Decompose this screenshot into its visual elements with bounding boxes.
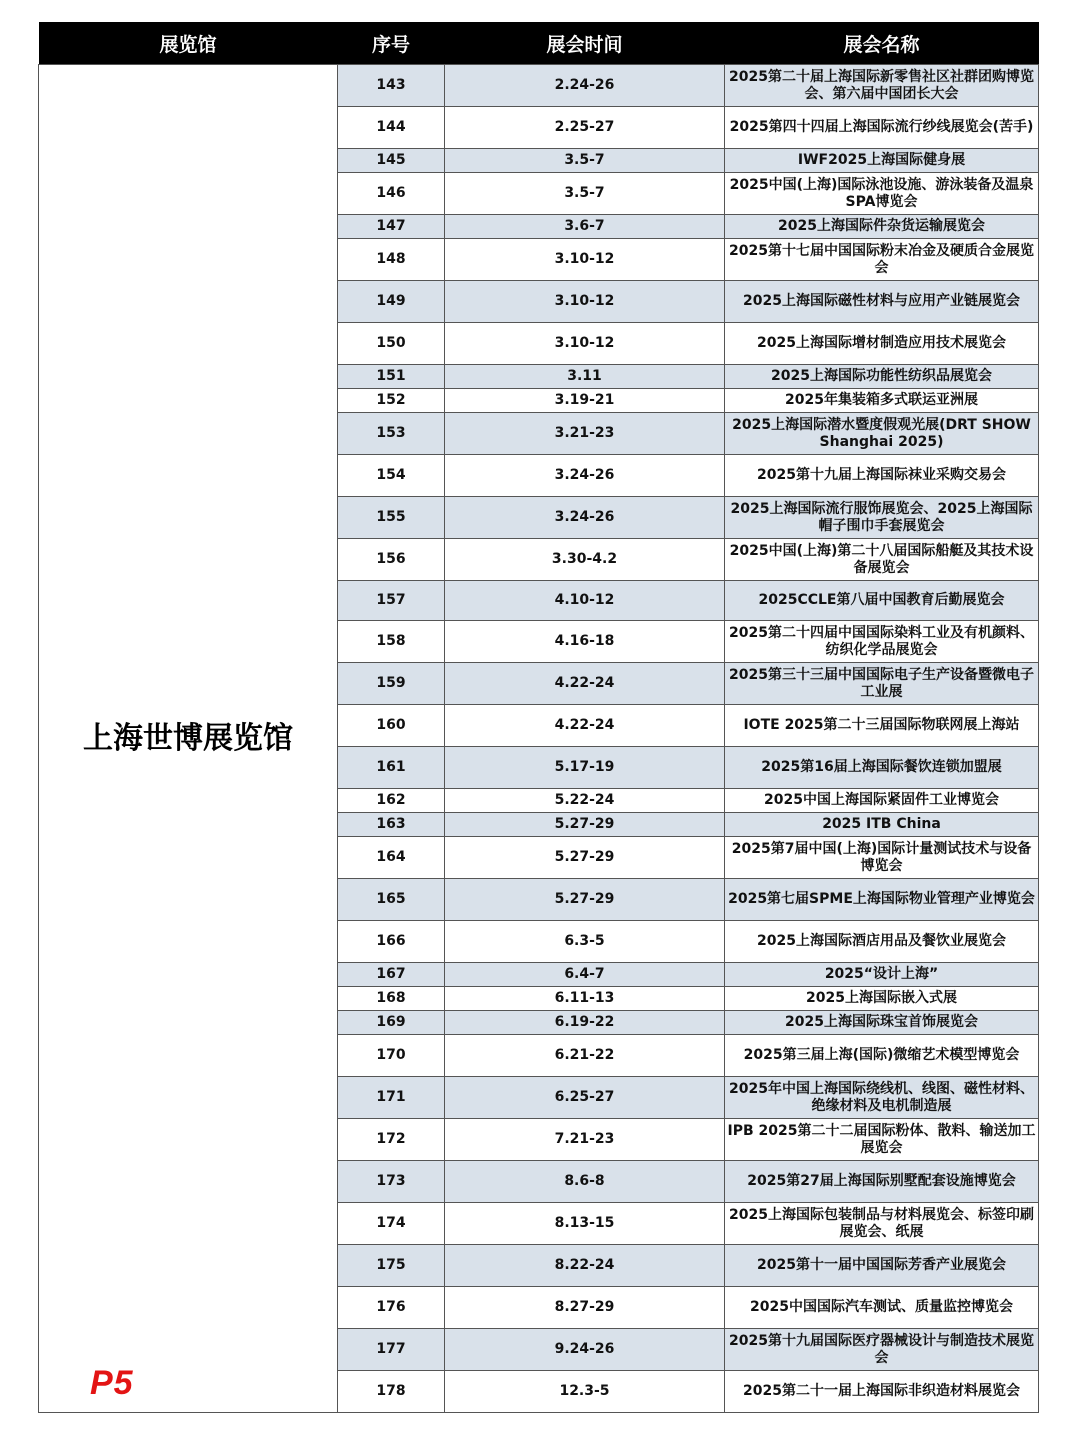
date-cell: 6.25-27 bbox=[445, 1077, 725, 1119]
exhibition-name-cell: IWF2025上海国际健身展 bbox=[725, 149, 1039, 173]
row-number-cell: 165 bbox=[338, 879, 445, 921]
page-number: P5 bbox=[90, 1364, 134, 1402]
date-cell: 6.4-7 bbox=[445, 963, 725, 987]
row-number-cell: 147 bbox=[338, 215, 445, 239]
date-cell: 8.13-15 bbox=[445, 1203, 725, 1245]
venue-cell: 上海世博展览馆 bbox=[39, 65, 338, 1413]
row-number-cell: 159 bbox=[338, 663, 445, 705]
row-number-cell: 144 bbox=[338, 107, 445, 149]
exhibition-name-cell: 2025第16届上海国际餐饮连锁加盟展 bbox=[725, 747, 1039, 789]
date-cell: 5.27-29 bbox=[445, 813, 725, 837]
row-number-cell: 151 bbox=[338, 365, 445, 389]
date-cell: 3.24-26 bbox=[445, 497, 725, 539]
row-number-cell: 149 bbox=[338, 281, 445, 323]
exhibition-name-cell: 2025上海国际珠宝首饰展览会 bbox=[725, 1011, 1039, 1035]
header-exhibition-name: 展会名称 bbox=[725, 22, 1039, 65]
date-cell: 3.19-21 bbox=[445, 389, 725, 413]
exhibition-name-cell: 2025第四十四届上海国际流行纱线展览会(苦手) bbox=[725, 107, 1039, 149]
date-cell: 3.21-23 bbox=[445, 413, 725, 455]
row-number-cell: 172 bbox=[338, 1119, 445, 1161]
date-cell: 5.27-29 bbox=[445, 837, 725, 879]
date-cell: 4.22-24 bbox=[445, 663, 725, 705]
date-cell: 2.24-26 bbox=[445, 65, 725, 107]
date-cell: 8.27-29 bbox=[445, 1287, 725, 1329]
header-number: 序号 bbox=[338, 22, 445, 65]
row-number-cell: 154 bbox=[338, 455, 445, 497]
row-number-cell: 164 bbox=[338, 837, 445, 879]
row-number-cell: 168 bbox=[338, 987, 445, 1011]
header-venue: 展览馆 bbox=[39, 22, 338, 65]
exhibition-name-cell: 2025第二十一届上海国际非织造材料展览会 bbox=[725, 1371, 1039, 1413]
row-number-cell: 166 bbox=[338, 921, 445, 963]
exhibition-name-cell: 2025年中国上海国际绕线机、线图、磁性材料、绝缘材料及电机制造展 bbox=[725, 1077, 1039, 1119]
exhibition-name-cell: 2025第十一届中国国际芳香产业展览会 bbox=[725, 1245, 1039, 1287]
row-number-cell: 148 bbox=[338, 239, 445, 281]
row-number-cell: 175 bbox=[338, 1245, 445, 1287]
date-cell: 3.5-7 bbox=[445, 149, 725, 173]
row-number-cell: 153 bbox=[338, 413, 445, 455]
row-number-cell: 157 bbox=[338, 581, 445, 621]
exhibition-name-cell: 2025中国国际汽车测试、质量监控博览会 bbox=[725, 1287, 1039, 1329]
exhibition-name-cell: 2025第三届上海(国际)微缩艺术模型博览会 bbox=[725, 1035, 1039, 1077]
date-cell: 6.3-5 bbox=[445, 921, 725, 963]
exhibition-name-cell: 2025上海国际增材制造应用技术展览会 bbox=[725, 323, 1039, 365]
exhibition-name-cell: IPB 2025第二十二届国际粉体、散料、输送加工展览会 bbox=[725, 1119, 1039, 1161]
exhibition-name-cell: 2025第十七届中国国际粉末冶金及硬质合金展览会 bbox=[725, 239, 1039, 281]
exhibition-name-cell: 2025上海国际功能性纺织品展览会 bbox=[725, 365, 1039, 389]
date-cell: 6.11-13 bbox=[445, 987, 725, 1011]
date-cell: 3.6-7 bbox=[445, 215, 725, 239]
table-row bbox=[39, 65, 1039, 107]
exhibition-schedule-table bbox=[38, 22, 1039, 1413]
row-number-cell: 143 bbox=[338, 65, 445, 107]
row-number-cell: 146 bbox=[338, 173, 445, 215]
date-cell: 8.22-24 bbox=[445, 1245, 725, 1287]
exhibition-name-cell: 2025第七届SPME上海国际物业管理产业博览会 bbox=[725, 879, 1039, 921]
row-number-cell: 152 bbox=[338, 389, 445, 413]
row-number-cell: 177 bbox=[338, 1329, 445, 1371]
row-number-cell: 160 bbox=[338, 705, 445, 747]
date-cell: 9.24-26 bbox=[445, 1329, 725, 1371]
date-cell: 3.10-12 bbox=[445, 239, 725, 281]
date-cell: 3.5-7 bbox=[445, 173, 725, 215]
row-number-cell: 156 bbox=[338, 539, 445, 581]
date-cell: 7.21-23 bbox=[445, 1119, 725, 1161]
row-number-cell: 167 bbox=[338, 963, 445, 987]
exhibition-name-cell: 2025第三十三届中国国际电子生产设备暨微电子工业展 bbox=[725, 663, 1039, 705]
date-cell: 5.22-24 bbox=[445, 789, 725, 813]
exhibition-name-cell: 2025CCLE第八届中国教育后勤展览会 bbox=[725, 581, 1039, 621]
exhibition-name-cell: 2025第十九届上海国际袜业采购交易会 bbox=[725, 455, 1039, 497]
row-number-cell: 174 bbox=[338, 1203, 445, 1245]
exhibition-name-cell: 2025上海国际磁性材料与应用产业链展览会 bbox=[725, 281, 1039, 323]
date-cell: 2.25-27 bbox=[445, 107, 725, 149]
date-cell: 5.17-19 bbox=[445, 747, 725, 789]
row-number-cell: 162 bbox=[338, 789, 445, 813]
row-number-cell: 176 bbox=[338, 1287, 445, 1329]
exhibition-name-cell: 2025第十九届国际医疗器械设计与制造技术展览会 bbox=[725, 1329, 1039, 1371]
row-number-cell: 158 bbox=[338, 621, 445, 663]
date-cell: 5.27-29 bbox=[445, 879, 725, 921]
date-cell: 3.10-12 bbox=[445, 281, 725, 323]
row-number-cell: 155 bbox=[338, 497, 445, 539]
row-number-cell: 150 bbox=[338, 323, 445, 365]
date-cell: 4.16-18 bbox=[445, 621, 725, 663]
exhibition-name-cell: 2025年集装箱多式联运亚洲展 bbox=[725, 389, 1039, 413]
exhibition-name-cell: 2025上海国际包装制品与材料展览会、标签印刷展览会、纸展 bbox=[725, 1203, 1039, 1245]
date-cell: 12.3-5 bbox=[445, 1371, 725, 1413]
table-header-row bbox=[39, 22, 1039, 65]
date-cell: 6.19-22 bbox=[445, 1011, 725, 1035]
date-cell: 4.22-24 bbox=[445, 705, 725, 747]
row-number-cell: 163 bbox=[338, 813, 445, 837]
exhibition-name-cell: 2025第7届中国(上海)国际计量测试技术与设备博览会 bbox=[725, 837, 1039, 879]
exhibition-name-cell: 2025中国(上海)国际泳池设施、游泳装备及温泉SPA博览会 bbox=[725, 173, 1039, 215]
row-number-cell: 178 bbox=[338, 1371, 445, 1413]
exhibition-name-cell: 2025 ITB China bbox=[725, 813, 1039, 837]
exhibition-name-cell: 2025上海国际嵌入式展 bbox=[725, 987, 1039, 1011]
row-number-cell: 161 bbox=[338, 747, 445, 789]
exhibition-name-cell: 2025上海国际潜水暨度假观光展(DRT SHOW Shanghai 2025) bbox=[725, 413, 1039, 455]
exhibition-name-cell: 2025上海国际酒店用品及餐饮业展览会 bbox=[725, 921, 1039, 963]
exhibition-name-cell: 2025“设计上海” bbox=[725, 963, 1039, 987]
row-number-cell: 145 bbox=[338, 149, 445, 173]
date-cell: 3.10-12 bbox=[445, 323, 725, 365]
row-number-cell: 171 bbox=[338, 1077, 445, 1119]
date-cell: 3.30-4.2 bbox=[445, 539, 725, 581]
date-cell: 8.6-8 bbox=[445, 1161, 725, 1203]
exhibition-name-cell: 2025上海国际流行服饰展览会、2025上海国际帽子围巾手套展览会 bbox=[725, 497, 1039, 539]
exhibition-name-cell: IOTE 2025第二十三届国际物联网展上海站 bbox=[725, 705, 1039, 747]
date-cell: 4.10-12 bbox=[445, 581, 725, 621]
header-date: 展会时间 bbox=[445, 22, 725, 65]
exhibition-name-cell: 2025第二十届上海国际新零售社区社群团购博览会、第六届中国团长大会 bbox=[725, 65, 1039, 107]
date-cell: 3.11 bbox=[445, 365, 725, 389]
row-number-cell: 170 bbox=[338, 1035, 445, 1077]
exhibition-name-cell: 2025中国(上海)第二十八届国际船艇及其技术设备展览会 bbox=[725, 539, 1039, 581]
exhibition-name-cell: 2025中国上海国际紧固件工业博览会 bbox=[725, 789, 1039, 813]
date-cell: 3.24-26 bbox=[445, 455, 725, 497]
exhibition-name-cell: 2025第27届上海国际别墅配套设施博览会 bbox=[725, 1161, 1039, 1203]
row-number-cell: 169 bbox=[338, 1011, 445, 1035]
exhibition-name-cell: 2025第二十四届中国国际染料工业及有机颜料、纺织化学品展览会 bbox=[725, 621, 1039, 663]
exhibition-name-cell: 2025上海国际件杂货运输展览会 bbox=[725, 215, 1039, 239]
date-cell: 6.21-22 bbox=[445, 1035, 725, 1077]
row-number-cell: 173 bbox=[338, 1161, 445, 1203]
